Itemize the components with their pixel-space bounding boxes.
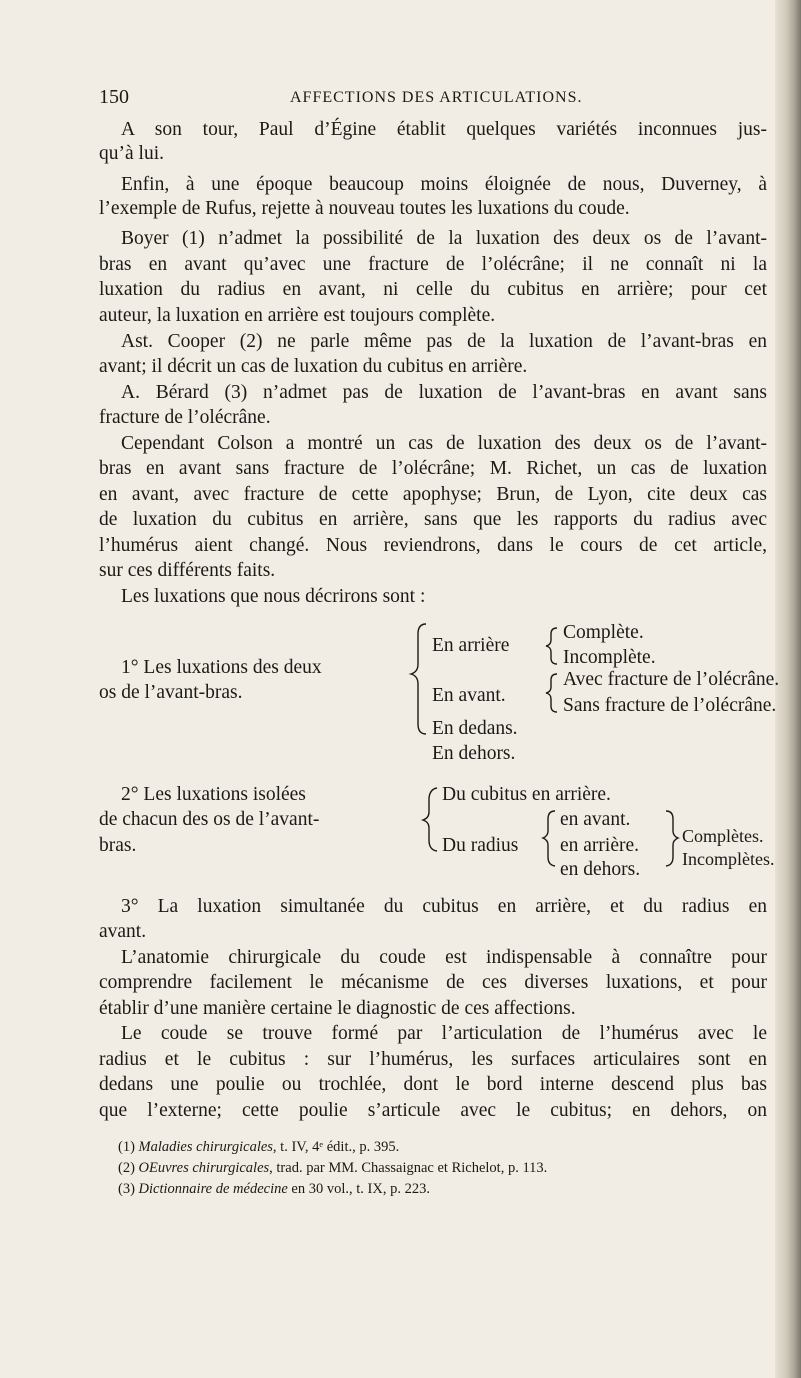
footnote-number: (3) <box>118 1181 135 1197</box>
footnote-title: Maladies chirurgicales <box>138 1139 273 1155</box>
text-line: sur ces différents faits. <box>99 560 276 581</box>
text-line: dedans une poulie ou trochlée, dont le bord interne descend plus bas <box>99 1074 767 1095</box>
text-line: de luxation du cubitus en arrière, sans que les rapports du radius avec <box>99 509 767 530</box>
text-line: l’exemple de Rufus, rejette à nouveau toutes les luxations du coude. <box>99 198 630 219</box>
item-incomplete: Incomplète. <box>563 647 656 668</box>
footnote <box>118 1138 399 1156</box>
text-line: avant. <box>99 921 147 942</box>
item-radius-avant: en avant. <box>560 809 631 830</box>
text-line: Boyer (1) n’admet la possibilité de la luxation des deux os de l’avant- <box>121 228 767 249</box>
text-line: comprendre facilement le mécanisme de ces diverses luxations, et pour <box>99 972 767 993</box>
text-line: radius et le cubitus : sur l’humérus, les surfaces articulaires sont en <box>99 1049 767 1070</box>
page-number: 150 <box>99 86 129 108</box>
label-en-avant: En avant. <box>432 685 506 706</box>
text-line: que l’externe; cette poulie s’articule avec le cubitus; en dehors, on <box>99 1100 767 1121</box>
item-incompletes: Incomplètes. <box>682 849 775 869</box>
footnote-number: (1) <box>118 1139 135 1155</box>
footnote-text: en 30 vol., t. IX, p. 223. <box>287 1181 430 1197</box>
text-line: établir d’une manière certaine le diagnostic de ces affections. <box>99 998 576 1019</box>
item-sans-fracture: Sans fracture de l’olécrâne. <box>563 695 777 716</box>
classification-label: bras. <box>99 835 137 856</box>
text-line: Les luxations que nous décrirons sont : <box>121 586 426 607</box>
text-line: L’anatomie chirurgicale du coude est indispensable à connaître pour <box>121 947 767 968</box>
text-line: en avant, avec fracture de cette apophyse; Brun, de Lyon, cite deux cas <box>99 484 767 505</box>
item-avec-fracture: Avec fracture de l’olécrâne. <box>563 669 780 690</box>
item-radius-arriere: en arrière. <box>560 835 640 856</box>
text-line: Enfin, à une époque beaucoup moins éloignée de nous, Duverney, à <box>121 174 767 195</box>
text-line: bras en avant sans fracture de l’olécrâne; M. Richet, un cas de luxation <box>99 458 767 479</box>
item-cubitus-arriere: Du cubitus en arrière. <box>442 784 611 805</box>
text-line: l’humérus aient changé. Nous reviendrons, dans le cours de cet article, <box>99 535 767 556</box>
classification-label: os de l’avant-bras. <box>99 682 243 703</box>
text-line: fracture de l’olécrâne. <box>99 407 271 428</box>
text-line: Le coude se trouve formé par l’articulation de l’humérus avec le <box>121 1023 767 1044</box>
text-line: auteur, la luxation en arrière est toujours complète. <box>99 305 496 326</box>
classification-label: 1° Les luxations des deux <box>121 657 322 678</box>
item-radius-dehors: en dehors. <box>560 859 641 880</box>
text-line: Cependant Colson a montré un cas de luxation des deux os de l’avant- <box>121 433 767 454</box>
text-line: A son tour, Paul d’Égine établit quelques variétés inconnues jus- <box>121 119 767 140</box>
running-title: AFFECTIONS DES ARTICULATIONS. <box>290 89 583 106</box>
classification-label: de chacun des os de l’avant- <box>99 809 320 830</box>
classification-label: 2° Les luxations isolées <box>121 784 306 805</box>
label-en-arriere: En arrière <box>432 635 510 656</box>
item-en-dehors: En dehors. <box>432 743 516 764</box>
label-du-radius: Du radius <box>442 835 519 856</box>
text-line: 3° La luxation simultanée du cubitus en arrière, et du radius en <box>121 896 767 917</box>
text-line: avant; il décrit un cas de luxation du cubitus en arrière. <box>99 356 528 377</box>
footnote-title: OEuvres chirurgicales <box>138 1160 270 1176</box>
item-complete: Complète. <box>563 622 644 643</box>
item-completes: Complètes. <box>682 826 764 846</box>
footnote <box>118 1180 430 1198</box>
footnote-text: , trad. par MM. Chassaignac et Richelot, p. 113. <box>269 1160 548 1176</box>
footnote-text: , t. IV, 4ᵉ édit., p. 395. <box>272 1139 400 1155</box>
footnote <box>118 1159 547 1177</box>
footnote-number: (2) <box>118 1160 135 1176</box>
text-line: A. Bérard (3) n’admet pas de luxation de l’avant-bras en avant sans <box>121 382 767 403</box>
footnote-title: Dictionnaire de médecine <box>138 1181 288 1197</box>
text-line: Ast. Cooper (2) ne parle même pas de la luxation de l’avant-bras en <box>121 331 767 352</box>
text-line: qu’à lui. <box>99 143 164 164</box>
item-en-dedans: En dedans. <box>432 718 518 739</box>
text-line: luxation du radius en avant, ni celle du cubitus en arrière; pour cet <box>99 279 767 300</box>
text-line: bras en avant qu’avec une fracture de l’olécrâne; il ne connaît ni la <box>99 254 767 275</box>
